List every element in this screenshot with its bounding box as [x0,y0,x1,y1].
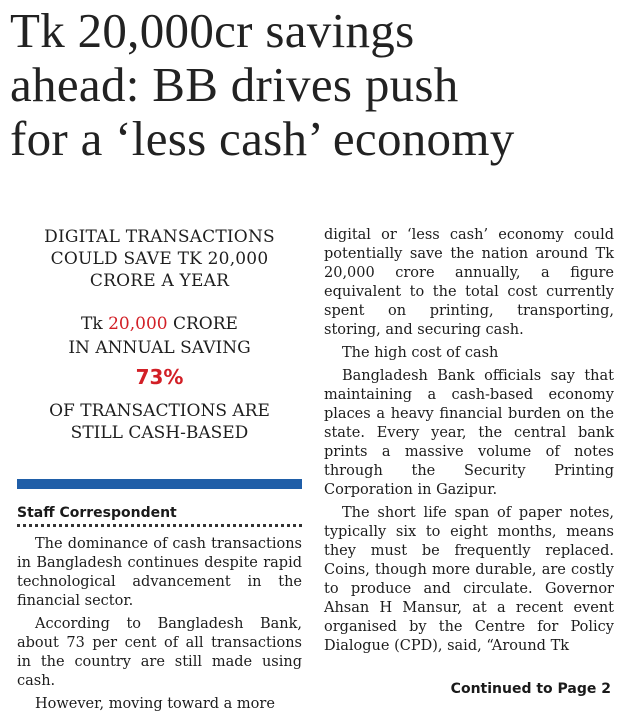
paragraph: digital or ‘less cash’ economy could potentially save the nation around Tk 20,000 crore annually, a figure equivalent to the total cost currently spent on printing, transporting, storing, and securing cash. [324,227,614,338]
paragraph: However, moving toward a more [35,696,275,712]
continued-link[interactable]: Continued to Page 2 [450,681,611,697]
headline-line-2: ahead: BB drives push [10,57,459,112]
headline-line-3: for a ‘less cash’ economy [10,111,515,166]
paragraph: The short life span of paper notes, typically six to eight months, means they must be frequently replaced. Coins, though more durable, are costly to produce and circulate. Governor Ahsan H Mansur, at a recent event organised by the Centre for Policy Dialogue (CPD), said, “Around Tk [324,505,614,654]
callout-kicker-line-2: COULD SAVE TK 20,000 [50,249,269,269]
stat-savings-suffix: CRORE [167,314,238,334]
article-body-right [324,226,614,656]
byline: Staff Correspondent [17,505,177,521]
callout-stat-cash [17,400,302,444]
stat-savings-prefix: Tk [81,314,109,334]
stat-savings-line-2: IN ANNUAL SAVING [68,338,251,358]
callout-stat-savings [17,312,302,360]
paragraph: According to Bangladesh Bank, about 73 per cent of all transactions in the country are still made using cash. [17,616,302,689]
paragraph: Bangladesh Bank officials say that maintaining a cash-based economy places a heavy financial burden on the state. Every year, the central bank prints a massive volume of notes through the Security Printing Corporation in Gazipur. [324,368,614,498]
callout-stat-percent: 73% [135,365,184,389]
headline-line-1: Tk 20,000cr savings [10,3,415,58]
callout-box [17,226,302,444]
paragraph: The dominance of cash transactions in Bangladesh continues despite rapid technological advancement in the financial sector. [17,536,302,609]
callout-kicker [17,226,302,292]
subhead: The high cost of cash [342,345,499,361]
article-body-left [17,535,302,714]
stat-cash-line-1: OF TRANSACTIONS ARE [49,401,270,421]
stat-savings-value: 20,000 [108,314,168,334]
dotted-divider [17,524,302,527]
callout-kicker-line-3: CRORE A YEAR [89,271,230,291]
blue-divider [17,479,302,489]
stat-cash-line-2: STILL CASH-BASED [70,423,249,443]
callout-kicker-line-1: DIGITAL TRANSACTIONS [44,227,275,247]
headline [10,4,615,166]
